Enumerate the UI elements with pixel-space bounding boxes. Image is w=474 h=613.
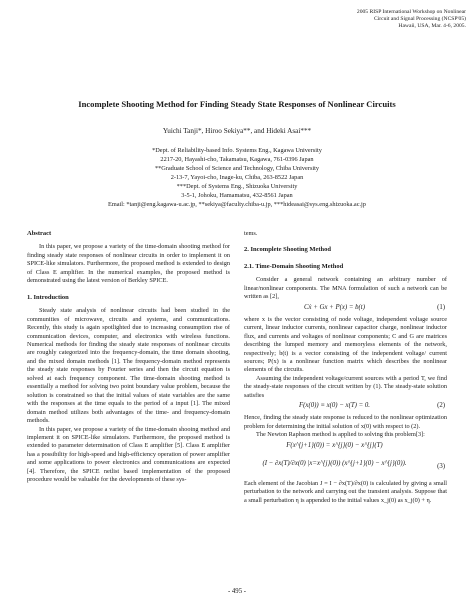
equation-2-number: (2) <box>437 402 445 410</box>
conference-line-1: 2005 RISP International Workshop on Nonlinear <box>356 9 466 15</box>
equation-1-number: (1) <box>437 303 445 311</box>
conference-header <box>266 9 466 29</box>
introduction-heading: 1. Introduction <box>27 293 69 301</box>
equation-3b-body: (I − ∂x(T)/∂x(0) |x=x^{j}(0)) (x^{j+1}(0) − x^{j}(0)). <box>262 459 407 467</box>
equation-2-body: F(x(0)) ≡ x(0) − x(T) = 0. <box>299 402 370 410</box>
affiliation-line: *Dept. of Reliability-based Info. Systems Eng., Kagawa University <box>152 147 322 154</box>
section-2-1-heading: 2.1. Time-Domain Shooting Method <box>244 262 344 270</box>
page-number: - 495 - <box>227 588 247 595</box>
introduction-paragraph: Steady state analysis of nonlinear circuits had been studied in the communities of microwave, circuits and systems, and communications. Recently, this study is again spotlighted due to increasing consumption rise of communication devices, computer, and electronics with wireless functions. Numerical methods for finding the steady state responses of nonlinear circuits are roughly categorized into the frequency-domain, the time domain shooting, and the mixed domain methods [1]. The frequency-domain method represents the steady state responses by Fourier series and then the circuit equation is solved at each frequency component. The time-domain shooting method is essentially a method for solving two point boundary value problem, because the solution is constrained so that the initial values of state variables are the same with the responses at the time equals to the period of a input [1]. The mixed domain method utilizes both advantages of the time- and frequency-domain methods. <box>27 307 230 425</box>
affiliation-line: 2217-20, Hayashi-cho, Takamatsu, Kagawa, 761-0396 Japan <box>160 155 314 163</box>
equation-3a-body: F(x^{j+1}(0)) = x^{j}(0) − x^{j}(T) <box>286 441 383 449</box>
equation-1-body: Cẋ + Gx + P(x) = b(t) <box>304 303 365 311</box>
left-column <box>27 230 230 485</box>
introduction-paragraph: In this paper, we propose a variety of the time-domain shooing method and implement it on SPICE-like simulators. Furthermore, the proposed method is extended to parameter determination of Class E amplifier [5]. Class E amplifier has a possibility for high-speed and high-efficiency operation of power amplifier and some applications to power electronics and communications are expected [4]. Therefore, the SPICE netlist based implementation of the proposed procedure would be valuable for the developments of these sys- <box>27 425 230 484</box>
body-paragraph: Hence, finding the steady state response is reduced to the nonlinear optimization problem for determining the initial solution of x(0) with respect to (2). <box>244 414 447 430</box>
equation-3-number: (3) <box>437 462 445 470</box>
paper-title: Incomplete Shooting Method for Finding Steady State Responses of Nonlinear Circuits <box>78 99 396 109</box>
equation-2 <box>244 400 447 414</box>
affiliation-line: ***Dept. of Systems Eng., Shizuoka University <box>176 182 298 190</box>
authors: Yuichi Tanji*, Hiroo Sekiya**, and Hideki Asai*** <box>162 127 312 135</box>
body-paragraph: Assuming the independent voltage/current sources with a period T, we find the steady-state responses of the circuit written by (1). The steady-state solution satisfies <box>244 374 447 399</box>
section-2-heading: 2. Incomplete Shooting Method <box>244 246 332 254</box>
equation-3a <box>244 440 447 454</box>
abstract-heading: Abstract <box>27 230 52 237</box>
email-line: Email: *tanji@eng.kagawa-u.ac.jp, **sekiya@faculty.chiba-u.jp, ***hideasai@sys.eng.shizuoka.ac.jp <box>108 200 366 208</box>
conference-line-3: Hawaii, USA, Mar. 4-6, 2005. <box>398 22 466 29</box>
equation-1 <box>244 302 447 316</box>
body-paragraph: Each element of the Jacobian J = I − ∂x(T)/∂x(0) is calculated by giving a small perturbation to the network and carrying out the transient analysis. Suppose that a small perturbation η is appended to the initial values x_j(0) as x_j(0) + η. <box>244 479 447 504</box>
body-paragraph: where x is the vector consisting of node voltage, independent voltage source current, linear inductor currents, nonlinear capacitor charge, nonlinear inductor flux, and currents and voltages of nonlinear components; C and G are matrices describing the lumped memory and memoryless elements of the network, respectively; b(t) is a vector consisting of the independent voltage/ current sources; P(x) is a nonlinear function matrix which describes the nonlinear elements of the circuits. <box>244 315 447 374</box>
affiliation-line: **Graduate School of Science and Technology, Chiba University <box>154 164 320 172</box>
affiliation-line: 3-5-1, Johoku, Hamamatsu, 432-8561 Japan <box>181 191 293 199</box>
affiliation-line: 2-13-7, Yayoi-cho, Inage-ku, Chiba, 263-8522 Japan <box>170 173 304 181</box>
affiliations <box>0 147 474 210</box>
abstract-text: In this paper, we propose a variety of the time-domain shooting method for finding steady state responses of nonlinear circuits in order to implement it on SPICE-like simulators. Furthermore, the proposed method is extended to design of Class E amplifier. In the numerical examples, the proposed method is demonstrated using the latest version of Berkley SPICE. <box>27 243 230 285</box>
continued-text: tems. <box>244 230 258 237</box>
body-paragraph: The Newton Raphson method is applied to solving this problem[3]: <box>256 431 425 439</box>
right-column <box>244 230 447 505</box>
conference-line-2: Circuit and Signal Processing (NCSP'05) <box>373 15 466 22</box>
body-paragraph: Consider a general network containing an arbitrary number of linear/nonlinear components. The MNA formulation of such a network can be written as [2], <box>244 276 447 301</box>
equation-3b <box>244 454 447 480</box>
